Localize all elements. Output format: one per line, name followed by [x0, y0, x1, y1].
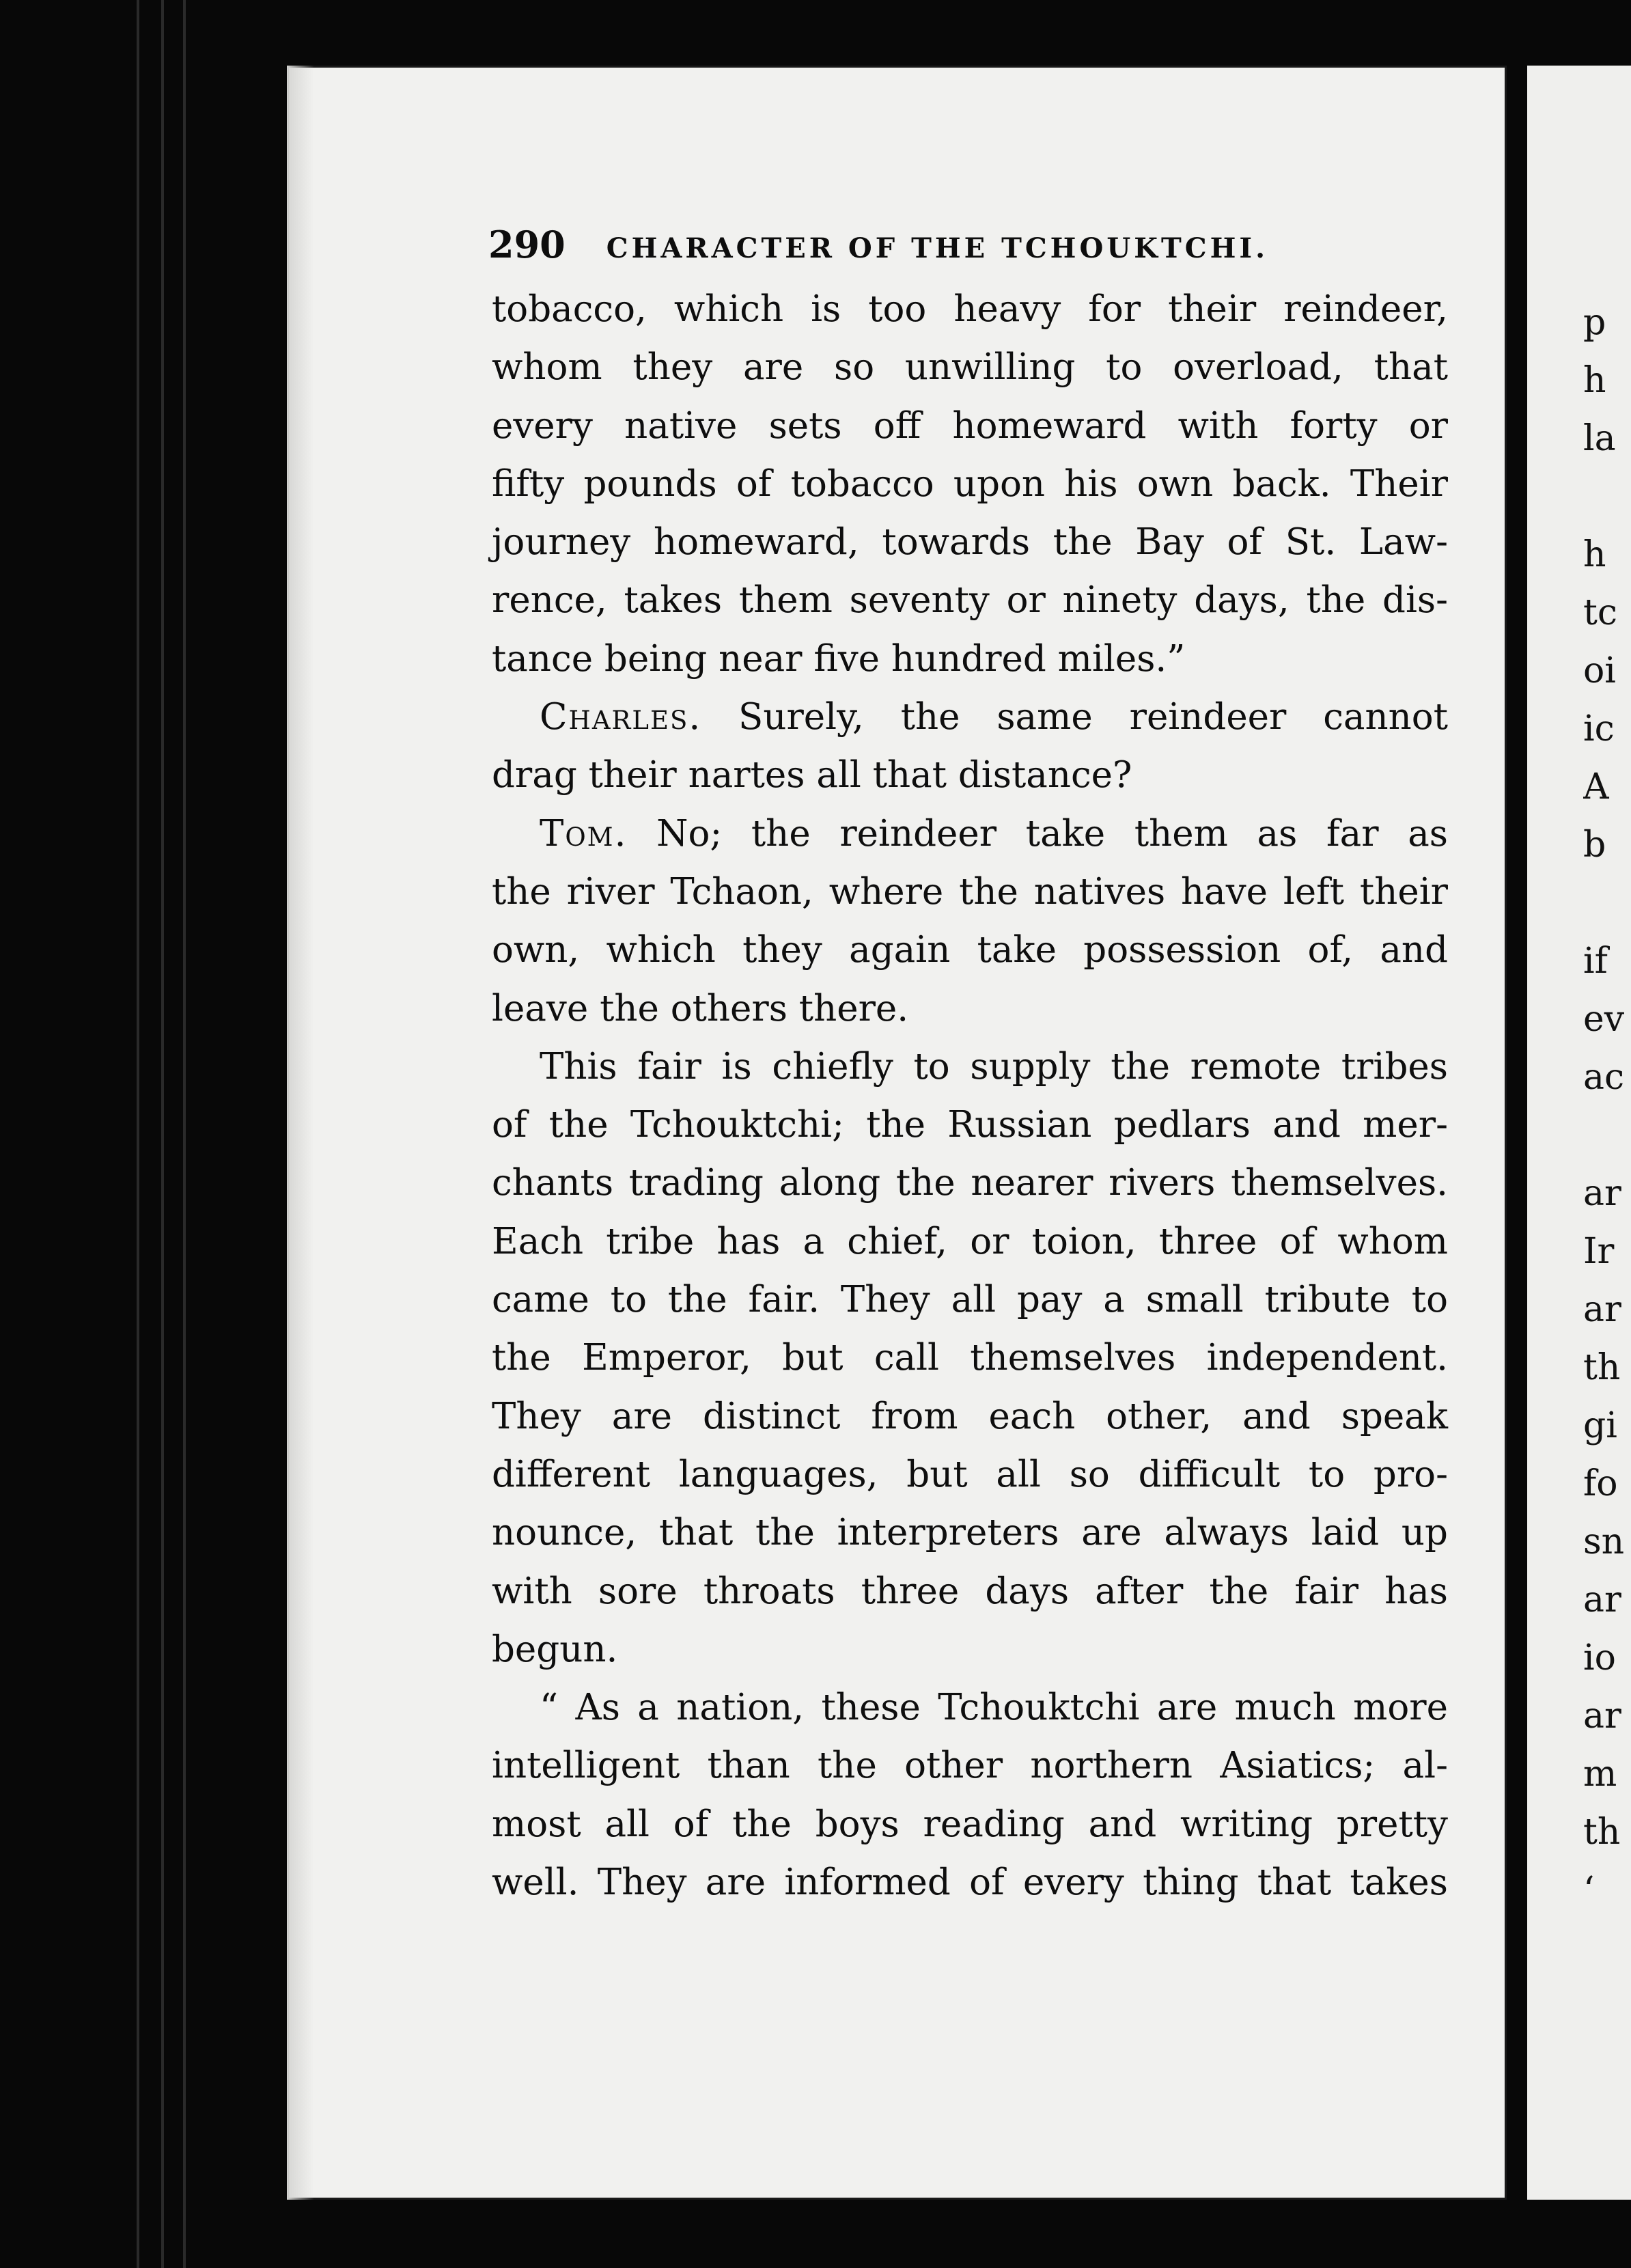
line-text: every native sets off homeward with forty or [492, 404, 1448, 447]
binding-edge [161, 0, 164, 2268]
line-text: Surely, the same reindeer cannot [701, 696, 1448, 738]
facing-fragment: ar [1583, 1696, 1621, 1737]
text-line [492, 630, 1448, 688]
line-text: whom they are so unwilling to overload, that [492, 346, 1448, 389]
text-line [492, 1795, 1448, 1853]
facing-fragment [1583, 1107, 1631, 1165]
line-text: fifty pounds of tobacco upon his own back. Their [492, 462, 1448, 505]
line-text: journey homeward, towards the Bay of St. Law- [492, 521, 1448, 564]
line-text: different languages, but all so difficult to pro- [492, 1453, 1448, 1495]
line-text: leave the others there. [492, 987, 909, 1029]
facing-fragment: io [1583, 1637, 1616, 1678]
line-text: Each tribe has a chief, or toion, three of whom [492, 1220, 1448, 1262]
text-line [492, 1562, 1448, 1620]
facing-fragment: m [1583, 1754, 1617, 1795]
facing-fragment: ev [1583, 999, 1625, 1040]
running-title: CHARACTER OF THE TCHOUKTCHI. [606, 232, 1268, 264]
text-line [492, 280, 1448, 338]
line-text: well. They are informed of every thing that takes [492, 1862, 1448, 1904]
facing-fragment: ‘ [1583, 1870, 1595, 1911]
facing-fragment: ar [1583, 1173, 1621, 1214]
line-text: the river Tchaon, where the natives have left their [492, 870, 1448, 913]
text-line [492, 1213, 1448, 1271]
text-line [492, 1446, 1448, 1504]
line-text: of the Tchouktchi; the Russian pedlars and mer- [492, 1104, 1448, 1146]
facing-fragment: ic [1583, 708, 1615, 749]
line-text: This fair is chiefly to supply the remote tribes [540, 1045, 1448, 1088]
line-text: begun. [492, 1628, 618, 1670]
speaker-name: Charles. [540, 696, 702, 738]
facing-fragment: sn [1583, 1521, 1625, 1562]
line-text: They are distinct from each other, and speak [492, 1395, 1448, 1437]
text-line [492, 1737, 1448, 1795]
line-text: drag their nartes all that distance? [492, 754, 1132, 797]
line-text: intelligent than the other northern Asiatics; al- [492, 1745, 1448, 1787]
facing-fragment: th [1583, 1812, 1621, 1853]
facing-fragment: h [1583, 534, 1606, 575]
line-text: nounce, that the interpreters are always laid up [492, 1512, 1448, 1554]
text-line [492, 688, 1448, 746]
facing-fragment: if [1583, 941, 1608, 982]
text-line [492, 397, 1448, 455]
facing-fragment: b [1583, 825, 1606, 866]
text-line [492, 921, 1448, 979]
facing-fragment: tc [1583, 592, 1618, 633]
facing-fragment: h [1583, 360, 1606, 401]
facing-fragment: A [1583, 766, 1609, 807]
line-text: “ As a nation, these Tchouktchi are much more [540, 1687, 1448, 1729]
text-line [492, 1271, 1448, 1329]
facing-fragment: th [1583, 1347, 1621, 1388]
facing-fragment: fo [1583, 1463, 1618, 1504]
line-text: tobacco, which is too heavy for their reindeer, [492, 288, 1448, 330]
text-line [492, 338, 1448, 396]
facing-fragment [1583, 468, 1631, 526]
text-line [492, 1038, 1448, 1096]
line-text: the Emperor, but call themselves independent. [492, 1337, 1448, 1379]
facing-fragment: ar [1583, 1579, 1621, 1620]
line-text: most all of the boys reading and writing pretty [492, 1803, 1448, 1845]
facing-fragment: la [1583, 418, 1616, 459]
text-line [492, 1853, 1448, 1911]
binding-edge [183, 0, 186, 2268]
facing-fragment [1583, 874, 1631, 932]
page-gutter-shadow [287, 66, 314, 2200]
binding-edge [137, 0, 139, 2268]
text-line [492, 805, 1448, 863]
text-line [492, 1620, 1448, 1678]
text-line [492, 513, 1448, 571]
text-line [492, 1387, 1448, 1446]
page-number: 290 [488, 223, 566, 266]
text-line [492, 1678, 1448, 1737]
text-line [492, 980, 1448, 1038]
line-text: tance being near five hundred miles.” [492, 637, 1186, 680]
text-line [492, 571, 1448, 629]
text-line [492, 1096, 1448, 1154]
text-line [492, 746, 1448, 804]
text-line [492, 1329, 1448, 1387]
facing-fragment: Ir [1583, 1231, 1615, 1272]
running-head [488, 223, 1458, 271]
line-text: with sore throats three days after the fair has [492, 1570, 1448, 1612]
facing-fragment: p [1583, 302, 1606, 343]
text-line [492, 455, 1448, 513]
facing-fragment: oi [1583, 650, 1616, 691]
facing-fragment: ac [1583, 1057, 1625, 1098]
body-text [492, 280, 1448, 1911]
speaker-name: Tom. [540, 812, 628, 855]
facing-page-text-fragments [1583, 294, 1631, 1920]
line-text: came to the fair. They all pay a small tribute to [492, 1279, 1448, 1321]
facing-fragment: gi [1583, 1405, 1617, 1446]
line-text: own, which they again take possession of, and [492, 929, 1448, 971]
facing-fragment: ar [1583, 1289, 1621, 1330]
text-line [492, 863, 1448, 921]
line-text: chants trading along the nearer rivers themselves. [492, 1162, 1448, 1204]
line-text: rence, takes them seventy or ninety days, the dis- [492, 579, 1448, 622]
line-text: No; the reindeer take them as far as [627, 812, 1448, 855]
text-line [492, 1154, 1448, 1212]
text-line [492, 1504, 1448, 1562]
